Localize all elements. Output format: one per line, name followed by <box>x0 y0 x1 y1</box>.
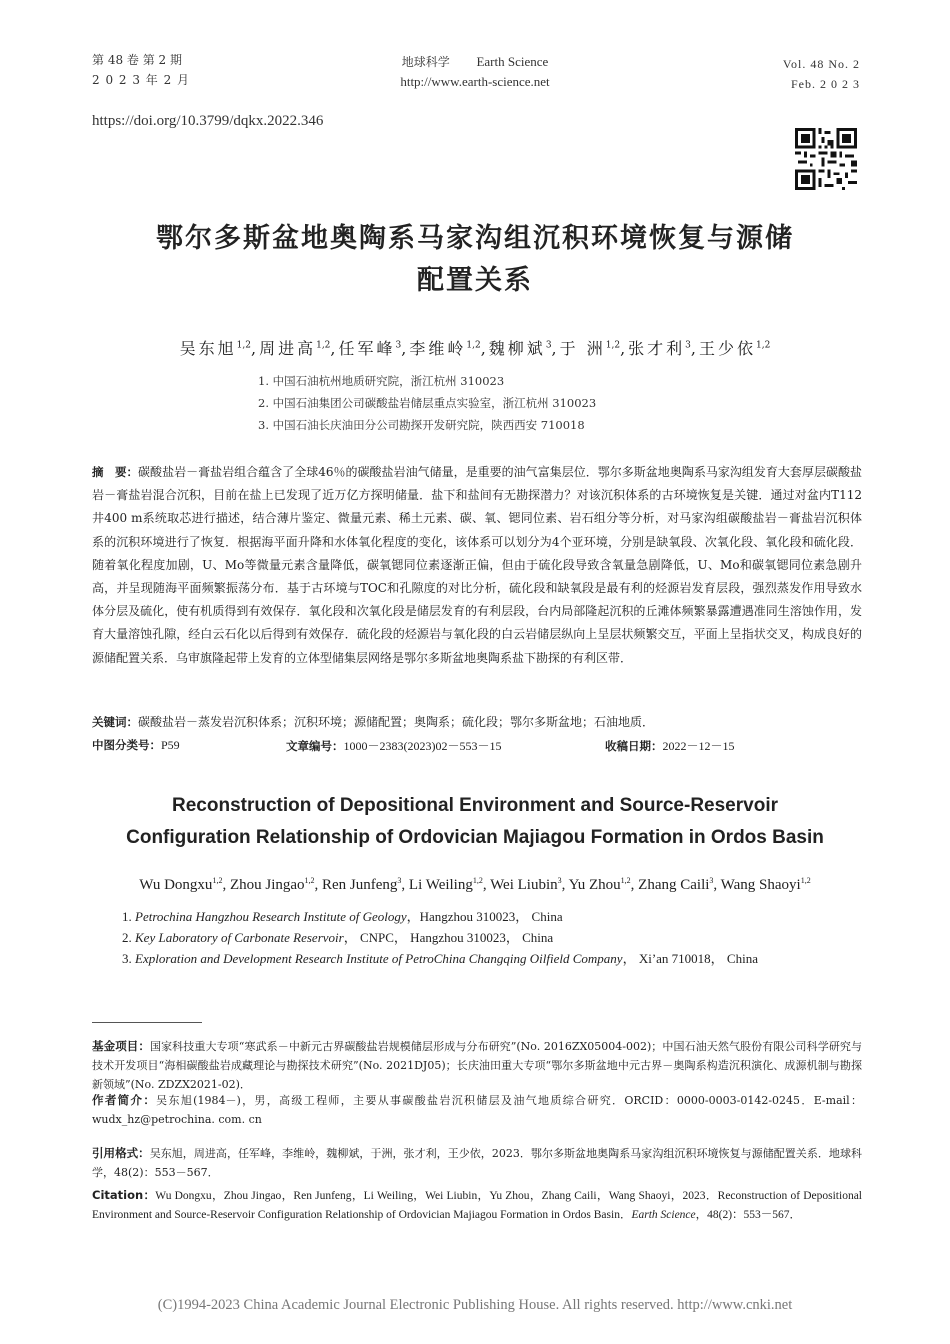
author-name: 王少依 <box>699 339 757 358</box>
affiliation-en-rest: ， CNPC， Hangzhou 310023， China <box>343 930 554 945</box>
clc-label: 中图分类号： <box>92 738 161 752</box>
author-affiliation-mark: 1,2 <box>800 876 811 885</box>
author-separator: , <box>314 877 323 893</box>
affiliation-en-rest: ， Xi’an 710018， China <box>622 951 758 966</box>
affiliation-en-italic: Petrochina Hangzhou Research Institute of Geology <box>135 909 407 924</box>
author-name: Zhang Caili <box>638 877 710 893</box>
author-affiliation-mark: 1,2 <box>466 340 481 351</box>
title-cn-line2: 配置关系 <box>417 265 533 296</box>
cite-en-text: Wu Dongxu，Zhou Jingao，Ren Junfeng，Li Weiling，Wei Liubin，Yu Zhou，Zhang Caili，Wang Shaoyi，2023．Reconstruction of Depositional Environment and Source-Reservoir Configuration Relationship of Ordovician Majiagou Formation in Ordos Basin． <box>92 1190 862 1221</box>
author-affiliation-mark: 3 <box>557 876 562 885</box>
author-name: Wang Shaoyi <box>720 877 801 893</box>
header-date-en: Feb. 2 0 2 3 <box>791 77 860 91</box>
qr-code-icon <box>795 128 857 190</box>
author-separator: , <box>401 877 409 893</box>
author-separator: , <box>620 339 629 358</box>
header-volume-en <box>783 54 860 94</box>
bio-text: 吴东旭(1984－)，男，高级工程师，主要从事碳酸盐岩沉积储层及油气地质综合研究．ORCID：0000-0003-0142-0245．E-mail：wudx_hz@petrochina. com. cn <box>92 1094 863 1126</box>
header-volume: 第 48 卷 第 2 期 <box>92 53 182 67</box>
affiliation-en <box>122 927 758 948</box>
affiliations-en <box>122 906 758 969</box>
keywords-label: 关键词： <box>92 715 138 729</box>
article-title-cn <box>60 218 890 302</box>
author-separator: , <box>250 339 260 358</box>
title-cn-line1: 鄂尔多斯盆地奥陶系马家沟组沉积环境恢复与源储 <box>156 223 794 254</box>
author-name: Yu Zhou <box>568 877 621 893</box>
author-separator: , <box>482 877 491 893</box>
keywords-cn <box>92 713 862 730</box>
cite-cn-text: 吴东旭，周进高，任军峰，李维岭，魏柳斌，于洲，张才利，王少依，2023．鄂尔多斯盆地奥陶系马家沟组沉积环境恢复与源储配置关系．地球科学，48(2)：553－567． <box>92 1147 862 1179</box>
author-name: Li Weiling <box>408 877 473 893</box>
footnote-divider <box>92 1022 202 1023</box>
author-name: 周进高 <box>259 339 317 358</box>
affiliations-cn <box>258 370 596 436</box>
keywords-text: 碳酸盐岩－蒸发岩沉积体系；沉积环境；源储配置；奥陶系；硫化段；鄂尔多斯盆地；石油地质． <box>138 715 655 729</box>
affiliation-en <box>122 906 758 927</box>
author-bio <box>92 1091 862 1129</box>
author-affiliation-mark: 1,2 <box>236 340 251 351</box>
abstract-cn <box>92 461 862 670</box>
affiliation-en-num: 3. <box>122 951 135 966</box>
journal-name-en: Earth Science <box>476 54 549 69</box>
author-separator: , <box>330 339 339 358</box>
affiliation-en <box>122 948 758 969</box>
author-name: Wu Dongxu <box>139 877 213 893</box>
clc-number <box>92 737 180 753</box>
bio-label: 作者简介： <box>92 1093 157 1107</box>
funding-note <box>92 1037 862 1094</box>
affiliation-cn: 2. 中国石油集团公司碳酸盐岩储层重点实验室，浙江杭州 310023 <box>258 396 597 410</box>
author-name: 吴东旭 <box>179 339 237 358</box>
journal-url[interactable]: http://www.earth-science.net <box>400 74 550 89</box>
author-affiliation-mark: 1,2 <box>605 340 621 351</box>
author-name: Wei Liubin <box>490 877 558 893</box>
author-separator: , <box>480 339 489 358</box>
author-affiliation-mark: 1,2 <box>756 340 771 351</box>
abstract-label: 摘 要： <box>92 465 139 479</box>
author-name: 魏柳斌 <box>488 339 546 358</box>
citation-cn <box>92 1144 862 1182</box>
affiliation-en-italic: Exploration and Development Research Institute of PetroChina Changqing Oilfield Company <box>135 951 623 966</box>
funding-text: 国家科技重大专项“寒武系－中新元古界碳酸盐岩规模储层形成与分布研究”(No. 2016ZX05004-002)；中国石油天然气股份有限公司科学研究与技术开发项目“海相碳酸盐岩成藏理论与勘探技术研究”(No. 2021DJ05)；长庆油田重大专项“鄂尔多斯盆地中元古界－奥陶系构造沉积演化、成源机制与勘探新领域”(No. ZDZX2021-02)． <box>92 1040 863 1091</box>
author-name: Ren Junfeng <box>322 877 398 893</box>
header-vol-no: Vol. 48 No. 2 <box>782 57 860 71</box>
author-separator: , <box>561 877 569 893</box>
affiliation-en-rest: ，Hangzhou 310023， China <box>406 909 563 924</box>
article-number <box>286 737 502 754</box>
author-affiliation-mark: 3 <box>397 876 402 885</box>
doi-link[interactable]: https://doi.org/10.3799/dqkx.2022.346 <box>92 113 324 129</box>
author-affiliation-mark: 1,2 <box>620 876 631 885</box>
article-title-en <box>60 790 890 854</box>
author-name: 任军峰 <box>338 339 396 358</box>
affiliation-cn: 1. 中国石油杭州地质研究院，浙江杭州 310023 <box>258 374 505 388</box>
author-affiliation-mark: 1,2 <box>316 340 331 351</box>
author-list-cn <box>60 336 890 359</box>
author-affiliation-mark: 3 <box>545 340 552 351</box>
author-affiliation-mark: 1,2 <box>472 876 483 885</box>
header-date: 2 0 2 3 年 2 月 <box>92 73 191 87</box>
received-value: 2022－12－15 <box>662 739 735 753</box>
author-separator: , <box>713 877 721 893</box>
received-label: 收稿日期： <box>605 739 663 753</box>
affiliation-en-italic: Key Laboratory of Carbonate Reservoir <box>135 930 344 945</box>
title-en-line1: Reconstruction of Depositional Environment and Source-Reservoir <box>172 795 778 816</box>
author-affiliation-mark: 3 <box>709 876 714 885</box>
abstract-text: 碳酸盐岩－膏盐岩组合蕴含了全球46％的碳酸盐岩油气储量，是重要的油气富集层位．鄂尔多斯盆地奥陶系马家沟组发育大套厚层碳酸盐岩－膏盐岩混合沉积，目前在盐上已发现了近万亿方探明储量．盐下和盐间有无勘探潜力？对该沉积体系的古环境恢复是关键．通过对盆内T112井400 m系统取芯进行描述，结合薄片鉴定、微量元素、稀土元素、碳、氧、锶同位素、岩石组分等分析，对马家沟组碳酸盐岩－膏盐岩沉积体系的沉积环境进行了恢复．根据海平面升降和水体氧化程度的变化，该体系可以划分为4个亚环境，分别是缺氧段、次氧化段、氧化段和硫化段．随着氧化程度加剧，U、Mo等微量元素含量降低，碳氧锶同位素逐渐正偏，但由于硫化段导致含氧量急剧降低，U、Mo和碳氧锶同位素急剧升高，并呈现随海平面频繁振荡分布．基于古环境与TOC和孔隙度的对比分析，硫化段和缺氧段是最有利的烃源岩发育层段，强烈蒸发作用导致水体分层及硫化，使有机质得到有效保存．氧化段和次氧化段是储层发育的有利层段，台内局部隆起沉积的丘滩体频繁暴露遭遇准同生溶蚀作用，发育大量溶蚀孔隙，经白云石化以后得到有效保存．硫化段的烃源岩与氧化段的白云岩储层纵向上呈层状频繁交互，平面上呈指状交叉，构成良好的源储配置关系．乌审旗隆起带上发育的立体型储集层网络是鄂尔多斯盆地奥陶系盐下勘探的有利区带． <box>92 465 862 665</box>
cite-en-journal: Earth Science <box>631 1209 696 1221</box>
received-date <box>605 737 735 754</box>
cite-en-label: Citation： <box>92 1188 156 1202</box>
author-name: 于 洲 <box>559 339 606 358</box>
author-affiliation-mark: 1,2 <box>304 876 315 885</box>
author-separator: , <box>630 877 639 893</box>
author-affiliation-mark: 1,2 <box>212 876 223 885</box>
cite-cn-label: 引用格式： <box>92 1146 150 1160</box>
citation-en <box>92 1186 862 1225</box>
article-no-value: 1000－2383(2023)02－553－15 <box>343 739 502 753</box>
affiliation-en-num: 2. <box>122 930 135 945</box>
author-list-en <box>60 876 890 894</box>
author-separator: , <box>401 339 410 358</box>
author-affiliation-mark: 3 <box>685 340 691 351</box>
author-separator: , <box>690 339 699 358</box>
funding-label: 基金项目： <box>92 1039 150 1053</box>
clc-value: P59 <box>161 738 180 752</box>
author-separator: , <box>222 877 230 893</box>
title-en-line2: Configuration Relationship of Ordovician Majiagou Formation in Ordos Basin <box>126 827 824 848</box>
author-name: Zhou Jingao <box>229 877 305 893</box>
cite-en-tail: ，48(2)：553－567． <box>695 1209 802 1221</box>
author-name: 张才利 <box>628 339 686 358</box>
article-no-label: 文章编号： <box>286 739 344 753</box>
author-separator: , <box>551 339 560 358</box>
journal-name-cn: 地球科学 <box>401 55 450 69</box>
author-name: 李维岭 <box>409 339 467 358</box>
copyright-notice: (C)1994-2023 China Academic Journal Electronic Publishing House. All rights reserved. http://www.cnki.net <box>157 1297 793 1313</box>
affiliation-cn: 3. 中国石油长庆油田分公司勘探开发研究院，陕西西安 710018 <box>258 418 585 432</box>
author-affiliation-mark: 3 <box>395 340 402 351</box>
affiliation-en-num: 1. <box>122 909 135 924</box>
